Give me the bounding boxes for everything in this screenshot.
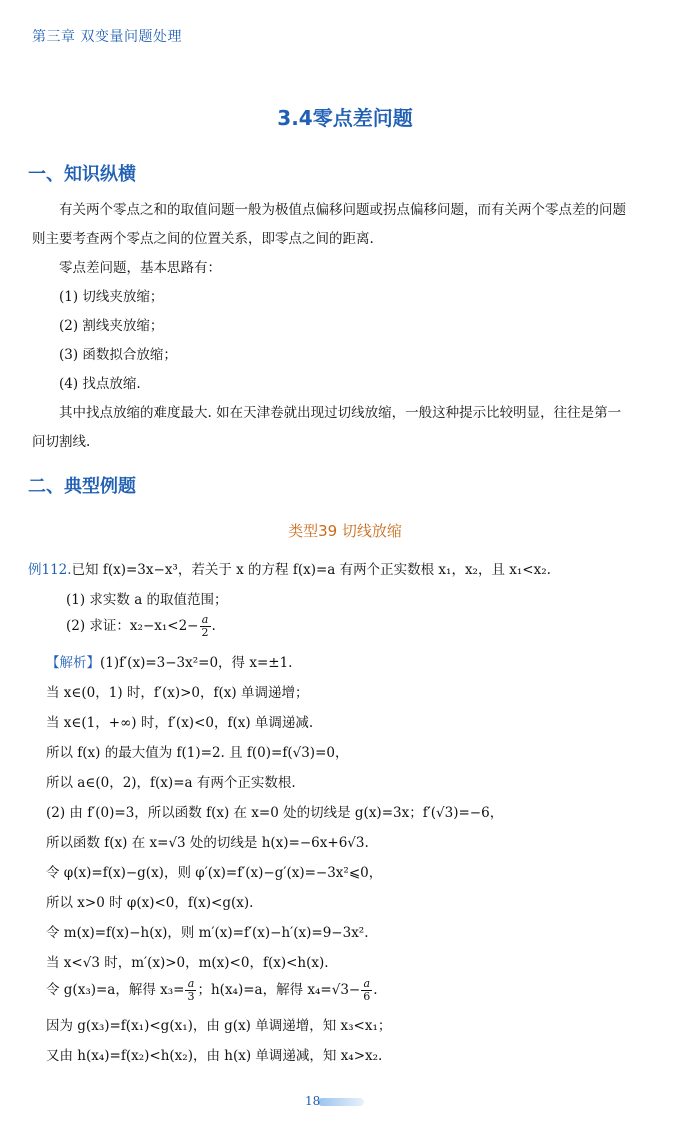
knowledge-item-2: (2) 割线夹放缩；: [59, 318, 164, 334]
solution-line-7: 所以函数 f(x) 在 x=√3 处的切线是 h(x)=−6x+6√3.: [46, 835, 369, 851]
solution-line-12: 令 g(x₃)=a，解得 x₃= $\frac{a}{3}$ ；h(x₄)=a，解得 x₄=√3− $\frac{a}{6}$ .: [46, 977, 378, 1003]
knowledge-paragraph-2: 零点差问题，基本思路有：: [59, 260, 221, 276]
solution-line-9: 所以 x>0 时 φ(x)<0，f(x)<g(x).: [46, 895, 254, 911]
solution-line-6: (2) 由 f′(0)=3，所以函数 f(x) 在 x=0 处的切线是 g(x)=3x；f′(√3)=−6，: [46, 805, 504, 821]
solution-line-8: 令 φ(x)=f(x)−g(x)，则 φ′(x)=f′(x)−g′(x)=−3x²⩽0，: [46, 865, 383, 881]
knowledge-item-1: (1) 切线夹放缩；: [59, 289, 164, 305]
fraction-a-over-3: $\frac{a}{3}$: [187, 977, 195, 1003]
example-question-2: (2) 求证：x₂−x₁<2− $\frac{a}{2}$ .: [66, 613, 216, 639]
knowledge-item-4: (4) 找点放缩.: [59, 376, 141, 392]
example-label: 例112.: [28, 562, 72, 578]
example-stem: 已知 f(x)=3x−x³，若关于 x 的方程 f(x)=a 有两个正实数根 x₁，x₂，且 x₁<x₂.: [71, 562, 551, 578]
chapter-header: 第三章 双变量问题处理: [32, 29, 182, 45]
page-title: 3.4零点差问题: [277, 106, 413, 130]
example-question-1: (1) 求实数 a 的取值范围；: [66, 592, 228, 608]
type-title: 类型39 切线放缩: [288, 522, 402, 540]
page-number: 18: [305, 1094, 321, 1108]
section-heading-knowledge: 一、知识纵横: [28, 164, 136, 185]
solution-line-11: 当 x<√3 时，m′(x)>0，m(x)<0，f(x)<h(x).: [46, 955, 329, 971]
fraction-a-over-2: $\frac{a}{2}$: [201, 613, 209, 639]
example-stem-line: [28, 558, 551, 578]
solution-line-2: 当 x∈(0，1) 时，f′(x)>0，f(x) 单调递增；: [46, 685, 309, 701]
solution-line-3: 当 x∈(1，+∞) 时，f′(x)<0，f(x) 单调递减.: [46, 715, 314, 731]
solution-line-14: 又由 h(x₄)=f(x₂)<h(x₂)，由 h(x) 单调递减，知 x₄>x₂.: [46, 1048, 383, 1064]
solution-line-10: 令 m(x)=f(x)−h(x)，则 m′(x)=f′(x)−h′(x)=9−3x².: [46, 925, 369, 941]
solution-line-13: 因为 g(x₃)=f(x₁)<g(x₁)，由 g(x) 单调递增，知 x₃<x₁；: [46, 1018, 392, 1034]
knowledge-paragraph-3: 其中找点放缩的难度最大. 如在天津卷就出现过切线放缩，一般这种提示比较明显，往往是第一问切割线.: [32, 405, 622, 450]
solution-line-4: 所以 f(x) 的最大值为 f(1)=2. 且 f(0)=f(√3)=0，: [46, 745, 349, 761]
knowledge-paragraph-1: 有关两个零点之和的取值问题一般为极值点偏移问题或拐点偏移问题，而有关两个零点差的问题则主要考查两个零点之间的位置关系，即零点之间的距离.: [32, 202, 626, 247]
page-number-swoosh: [318, 1098, 364, 1106]
solution-line-5: 所以 a∈(0，2)，f(x)=a 有两个正实数根.: [46, 775, 296, 791]
question-2-text: (2) 求证：x₂−x₁<2−: [66, 618, 199, 634]
fraction-a-over-6: $\frac{a}{6}$: [363, 977, 371, 1003]
knowledge-item-3: (3) 函数拟合放缩；: [59, 347, 177, 363]
section-heading-examples: 二、典型例题: [28, 476, 136, 497]
solution-line-1: 【解析】(1)f′(x)=3−3x²=0，得 x=±1.: [46, 655, 293, 671]
solution-label: 【解析】: [46, 655, 100, 671]
